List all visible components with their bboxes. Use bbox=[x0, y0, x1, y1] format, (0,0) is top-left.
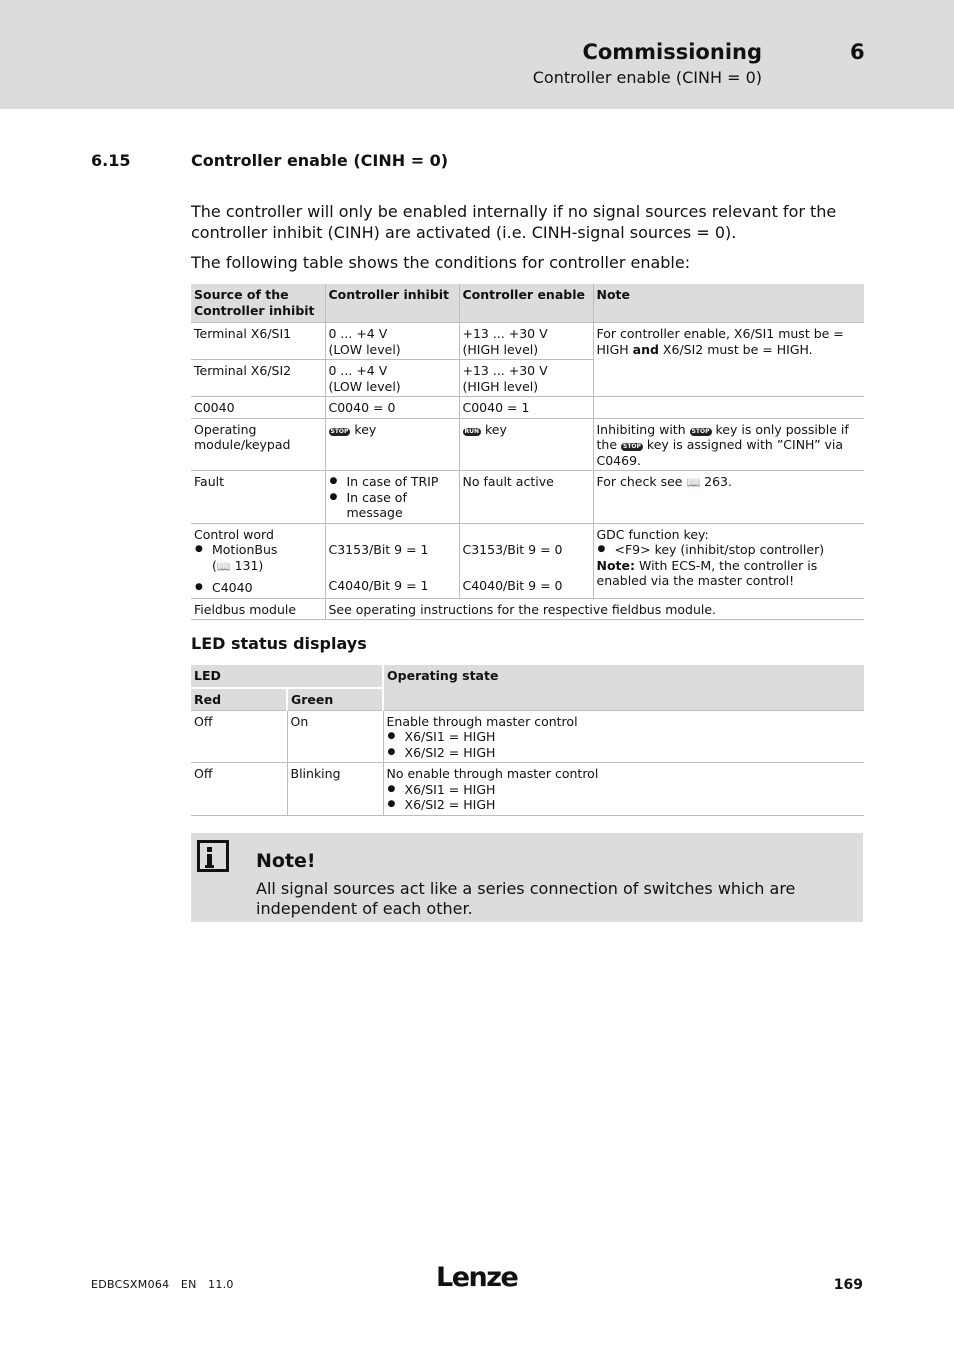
cell-note bbox=[593, 418, 864, 471]
stop-key-icon: STOP bbox=[691, 427, 710, 435]
book-icon: 📖 bbox=[216, 559, 231, 573]
cell-line: C3153/Bit 9 = 1 bbox=[328, 541, 429, 557]
header-title: Commissioning bbox=[582, 40, 762, 64]
cell-line: (LOW level) bbox=[328, 378, 401, 394]
page-reference: 131) bbox=[234, 557, 264, 573]
cell-note-terminals bbox=[593, 323, 864, 397]
cell-line: (LOW level) bbox=[328, 341, 401, 357]
cell-state bbox=[383, 763, 864, 816]
cell-red: Off bbox=[191, 763, 287, 816]
cell-source: Operating module/keypad bbox=[191, 418, 325, 471]
note-box bbox=[191, 833, 863, 922]
cell-enable: C0040 = 1 bbox=[459, 397, 593, 419]
cell-inhibit bbox=[325, 523, 459, 598]
cell-inhibit bbox=[325, 471, 459, 524]
note-text: All signal sources act like a series connection of switches which are independent of each other. bbox=[256, 879, 796, 918]
note-text: X6/SI2 must be = HIGH. bbox=[658, 341, 813, 357]
controller-enable-conditions-table bbox=[191, 284, 864, 620]
header-operating-state: Operating state bbox=[383, 665, 864, 710]
info-icon bbox=[197, 840, 229, 872]
header-red: Red bbox=[191, 688, 287, 710]
cell-inhibit bbox=[325, 323, 459, 360]
bullet-list bbox=[597, 542, 862, 558]
header-inhibit: Controller inhibit bbox=[325, 284, 459, 323]
note-text: key is assigned with ”CINH” via C0469. bbox=[596, 437, 844, 468]
cell-line: C4040/Bit 9 = 1 bbox=[328, 578, 429, 593]
cell-enable bbox=[459, 360, 593, 397]
list-item: ● In case of message bbox=[329, 490, 456, 521]
cell-line: Enable through master control bbox=[386, 713, 578, 729]
cell-enable: No fault active bbox=[459, 471, 593, 524]
cell-line: (HIGH level) bbox=[462, 341, 539, 357]
cell-red: Off bbox=[191, 710, 287, 763]
bullet-list bbox=[194, 542, 322, 596]
cell-line: 0 ... +4 V bbox=[328, 363, 388, 378]
cell-green: Blinking bbox=[287, 763, 383, 816]
cell-note bbox=[593, 471, 864, 524]
list-item: ● X6/SI2 = HIGH bbox=[387, 797, 862, 813]
cell-source: Fieldbus module bbox=[191, 598, 325, 620]
header-led: LED bbox=[191, 665, 383, 688]
cell-line: (HIGH level) bbox=[462, 378, 539, 394]
cell-line: No enable through master control bbox=[386, 766, 599, 781]
note-text: For controller enable, X6/SI1 must be = HIGH bbox=[596, 326, 844, 357]
cell-line bbox=[597, 558, 862, 589]
bullet-list bbox=[387, 729, 862, 760]
page-number: 169 bbox=[833, 1277, 863, 1293]
cell-line: C4040/Bit 9 = 0 bbox=[462, 578, 563, 593]
header-subtitle: Controller enable (CINH = 0) bbox=[532, 68, 762, 87]
table-row bbox=[191, 323, 864, 360]
note-bold: and bbox=[632, 341, 659, 357]
list-item: ● X6/SI1 = HIGH bbox=[387, 782, 862, 798]
cell-source bbox=[191, 523, 325, 598]
footer-doc-id: EDBCSXM064 EN 11.0 bbox=[91, 1278, 234, 1291]
list-item: ● In case of TRIP bbox=[329, 474, 456, 490]
cell-source: Fault bbox=[191, 471, 325, 524]
led-status-table bbox=[191, 665, 864, 816]
cell-line: +13 ... +30 V bbox=[462, 326, 548, 341]
header-chapter-number: 6 bbox=[850, 40, 865, 64]
header-enable: Controller enable bbox=[459, 284, 593, 323]
cell-state bbox=[383, 710, 864, 763]
book-icon: 📖 bbox=[686, 476, 701, 489]
note-bold: Note: bbox=[596, 557, 636, 573]
header-source: Source of the Controller inhibit bbox=[191, 284, 325, 323]
bullet-list bbox=[329, 474, 456, 521]
stop-key-icon: STOP bbox=[623, 443, 641, 450]
cell-source: Terminal X6/SI2 bbox=[191, 360, 325, 397]
page-reference: 263. bbox=[704, 474, 732, 489]
table-header-row bbox=[191, 665, 864, 688]
run-key-icon: RUN bbox=[464, 427, 480, 435]
cell-inhibit bbox=[325, 360, 459, 397]
list-item: ● <F9> key (inhibit/stop controller) bbox=[597, 542, 862, 558]
note-text: Inhibiting with bbox=[596, 421, 690, 437]
table-intro-paragraph: The following table shows the conditions for controller enable: bbox=[191, 253, 691, 272]
table-row bbox=[191, 710, 864, 763]
cell-line: GDC function key: bbox=[596, 526, 709, 542]
cell-note bbox=[593, 397, 864, 419]
table-row bbox=[191, 763, 864, 816]
list-item: ● X6/SI2 = HIGH bbox=[387, 745, 862, 761]
cell-line: Control word bbox=[194, 526, 274, 542]
led-section-title: LED status displays bbox=[191, 634, 367, 653]
cell-enable bbox=[459, 323, 593, 360]
list-item: ● C4040 bbox=[194, 580, 322, 596]
table-row bbox=[191, 523, 864, 598]
note-text: key is only possible if the bbox=[596, 421, 849, 452]
table-row bbox=[191, 397, 864, 419]
lenze-logo: Lenze bbox=[436, 1262, 518, 1293]
page-header bbox=[0, 0, 954, 109]
list-item: ● X6/SI1 = HIGH bbox=[387, 729, 862, 745]
note-text: With ECS-M, the controller is enabled via the master control! bbox=[596, 557, 818, 588]
header-note: Note bbox=[593, 284, 864, 323]
cell-enable bbox=[459, 523, 593, 598]
list-item bbox=[194, 542, 322, 574]
key-word: key bbox=[485, 421, 507, 437]
cell-line: 0 ... +4 V bbox=[328, 326, 388, 341]
stop-key-icon: STOP bbox=[330, 427, 349, 435]
table-row bbox=[191, 471, 864, 524]
intro-paragraph: The controller will only be enabled internally if no signal sources relevant for the controller inhibit (CINH) are activated (i.e. CINH-signal sources = 0). bbox=[191, 202, 837, 242]
cell-line: +13 ... +30 V bbox=[462, 363, 548, 378]
ref-open: ( bbox=[212, 557, 217, 573]
cell-line: C3153/Bit 9 = 0 bbox=[462, 541, 563, 557]
section-title: Controller enable (CINH = 0) bbox=[191, 151, 449, 170]
table-header-row bbox=[191, 284, 864, 323]
key-word: key bbox=[354, 421, 377, 437]
cell-inhibit bbox=[325, 418, 459, 471]
cell-source: Terminal X6/SI1 bbox=[191, 323, 325, 360]
header-green: Green bbox=[287, 688, 383, 710]
table-row bbox=[191, 418, 864, 471]
note-title: Note! bbox=[256, 850, 316, 872]
cell-inhibit: C0040 = 0 bbox=[325, 397, 459, 419]
item-text: MotionBus bbox=[212, 542, 278, 557]
bullet-list bbox=[387, 782, 862, 813]
cell-enable bbox=[459, 418, 593, 471]
cell-source: C0040 bbox=[191, 397, 325, 419]
section-number: 6.15 bbox=[91, 151, 131, 170]
cell-fieldbus-text: See operating instructions for the respective fieldbus module. bbox=[325, 598, 864, 620]
note-text: For check see bbox=[596, 474, 687, 489]
table-row bbox=[191, 598, 864, 620]
cell-note bbox=[593, 523, 864, 598]
cell-green: On bbox=[287, 710, 383, 763]
